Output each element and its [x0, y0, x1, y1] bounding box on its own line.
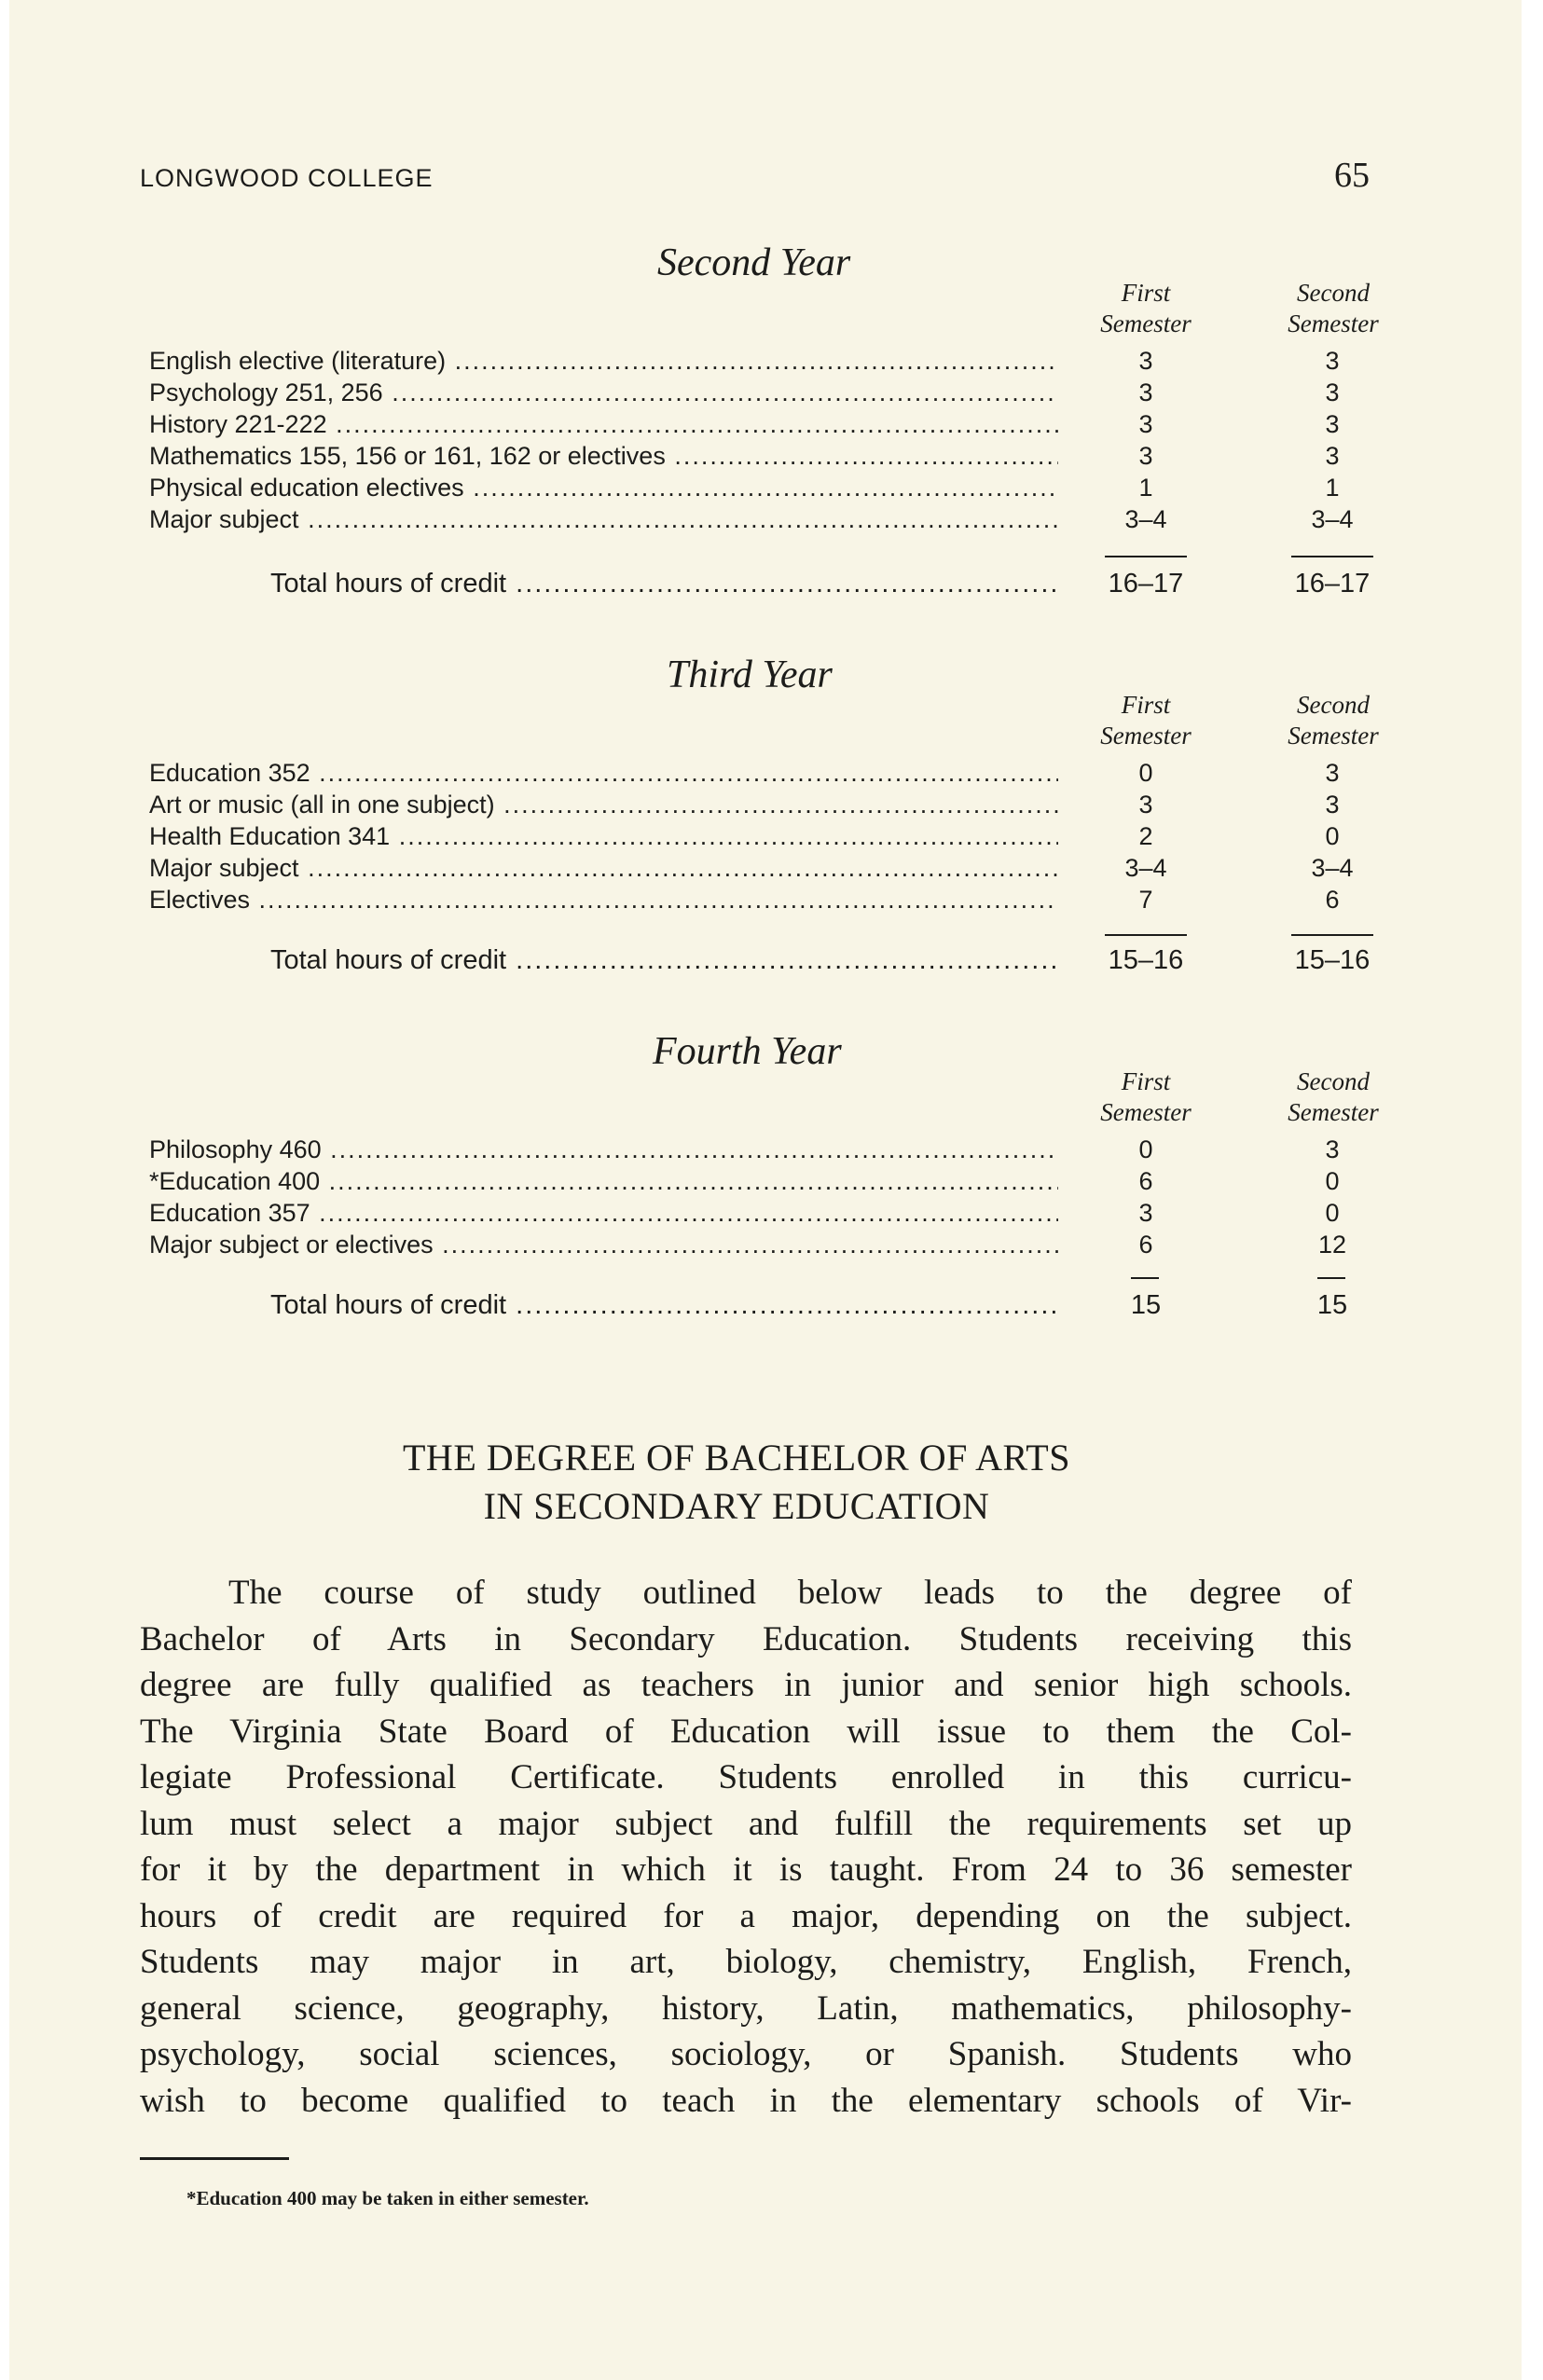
- first-semester-heading: First Semester: [1100, 1067, 1192, 1126]
- year-title: Third Year: [667, 653, 833, 696]
- sum-rule: [1105, 556, 1187, 557]
- course-row: Major subject ..... 3–4 3–4: [140, 852, 1343, 884]
- sum-rule: [1291, 556, 1373, 557]
- footnote-rule: [140, 2157, 289, 2160]
- second-semester-heading: Second Semester: [1288, 691, 1379, 750]
- sum-rule: [1317, 1277, 1345, 1279]
- course-row: Philosophy 460 ..... 0 3: [140, 1134, 1343, 1165]
- year-title: Second Year: [657, 241, 851, 284]
- course-row: English elective (literature) ..... 3 3: [140, 345, 1343, 377]
- course-row: Mathematics 155, 156 or 161, 162 or electives ..... 3 3: [140, 440, 1343, 472]
- second-semester-heading: Second Semester: [1288, 279, 1379, 337]
- total-row: Total hours of credit ..... 16–17 16–17: [140, 565, 1343, 602]
- course-row: Education 352 ..... 0 3: [140, 757, 1343, 789]
- course-row: *Education 400 ..... 6 0: [140, 1165, 1343, 1197]
- total-row: Total hours of credit ..... 15–16 15–16: [140, 942, 1343, 979]
- page-number: 65: [1334, 156, 1370, 195]
- course-row: History 221-222 ..... 3 3: [140, 408, 1343, 440]
- footnote: *Education 400 may be taken in either semester.: [186, 2187, 589, 2209]
- degree-description: The course of study outlined below leads to the degree of Bachelor of Arts in Secondary Education. Students receiving this degree are fully qualified as teachers in junior and senior high schools. The Virginia State Board of Education will issue to them the Col- legiate Professional Certificate. Students enrolled in this curricu- lum must select a major subject and fulfill the requirements set up for it by the department in which it is taught. From 24 to 36 semester hours of credit are required for a major, depending on the subject. Students may major in art, biology, chemistry, English, French, general science, geography, history, Latin, mathematics, philosophy- psychology, social sciences, sociology, or Spanish. Students who wish to become qualified to teach in the elementary schools of Vir-: [140, 1574, 1352, 2120]
- second-semester-heading: Second Semester: [1288, 1067, 1379, 1126]
- sum-rule: [1131, 1277, 1159, 1279]
- course-row: Psychology 251, 256 ..... 3 3: [140, 377, 1343, 408]
- course-row: Electives ..... 7 6: [140, 884, 1343, 915]
- college-name: LONGWOOD COLLEGE: [140, 164, 434, 192]
- first-semester-heading: First Semester: [1100, 691, 1192, 750]
- total-row: Total hours of credit ..... 15 15: [140, 1286, 1343, 1324]
- sum-rule: [1291, 934, 1373, 936]
- degree-heading: THE DEGREE OF BACHELOR OF ARTS IN SECONDARY EDUCATION: [403, 1437, 1070, 1527]
- course-row: Art or music (all in one subject) ..... 3 3: [140, 789, 1343, 820]
- course-row: Major subject or electives ..... 6 12: [140, 1229, 1343, 1260]
- course-row: Health Education 341 ..... 2 0: [140, 820, 1343, 852]
- year-title: Fourth Year: [653, 1030, 842, 1073]
- course-row: Education 357 ..... 3 0: [140, 1197, 1343, 1229]
- course-row: Major subject ..... 3–4 3–4: [140, 503, 1343, 535]
- running-head: [140, 155, 1370, 196]
- course-row: Physical education electives ..... 1 1: [140, 472, 1343, 503]
- sum-rule: [1105, 934, 1187, 936]
- book-page: [9, 0, 1522, 2380]
- first-semester-heading: First Semester: [1100, 279, 1192, 337]
